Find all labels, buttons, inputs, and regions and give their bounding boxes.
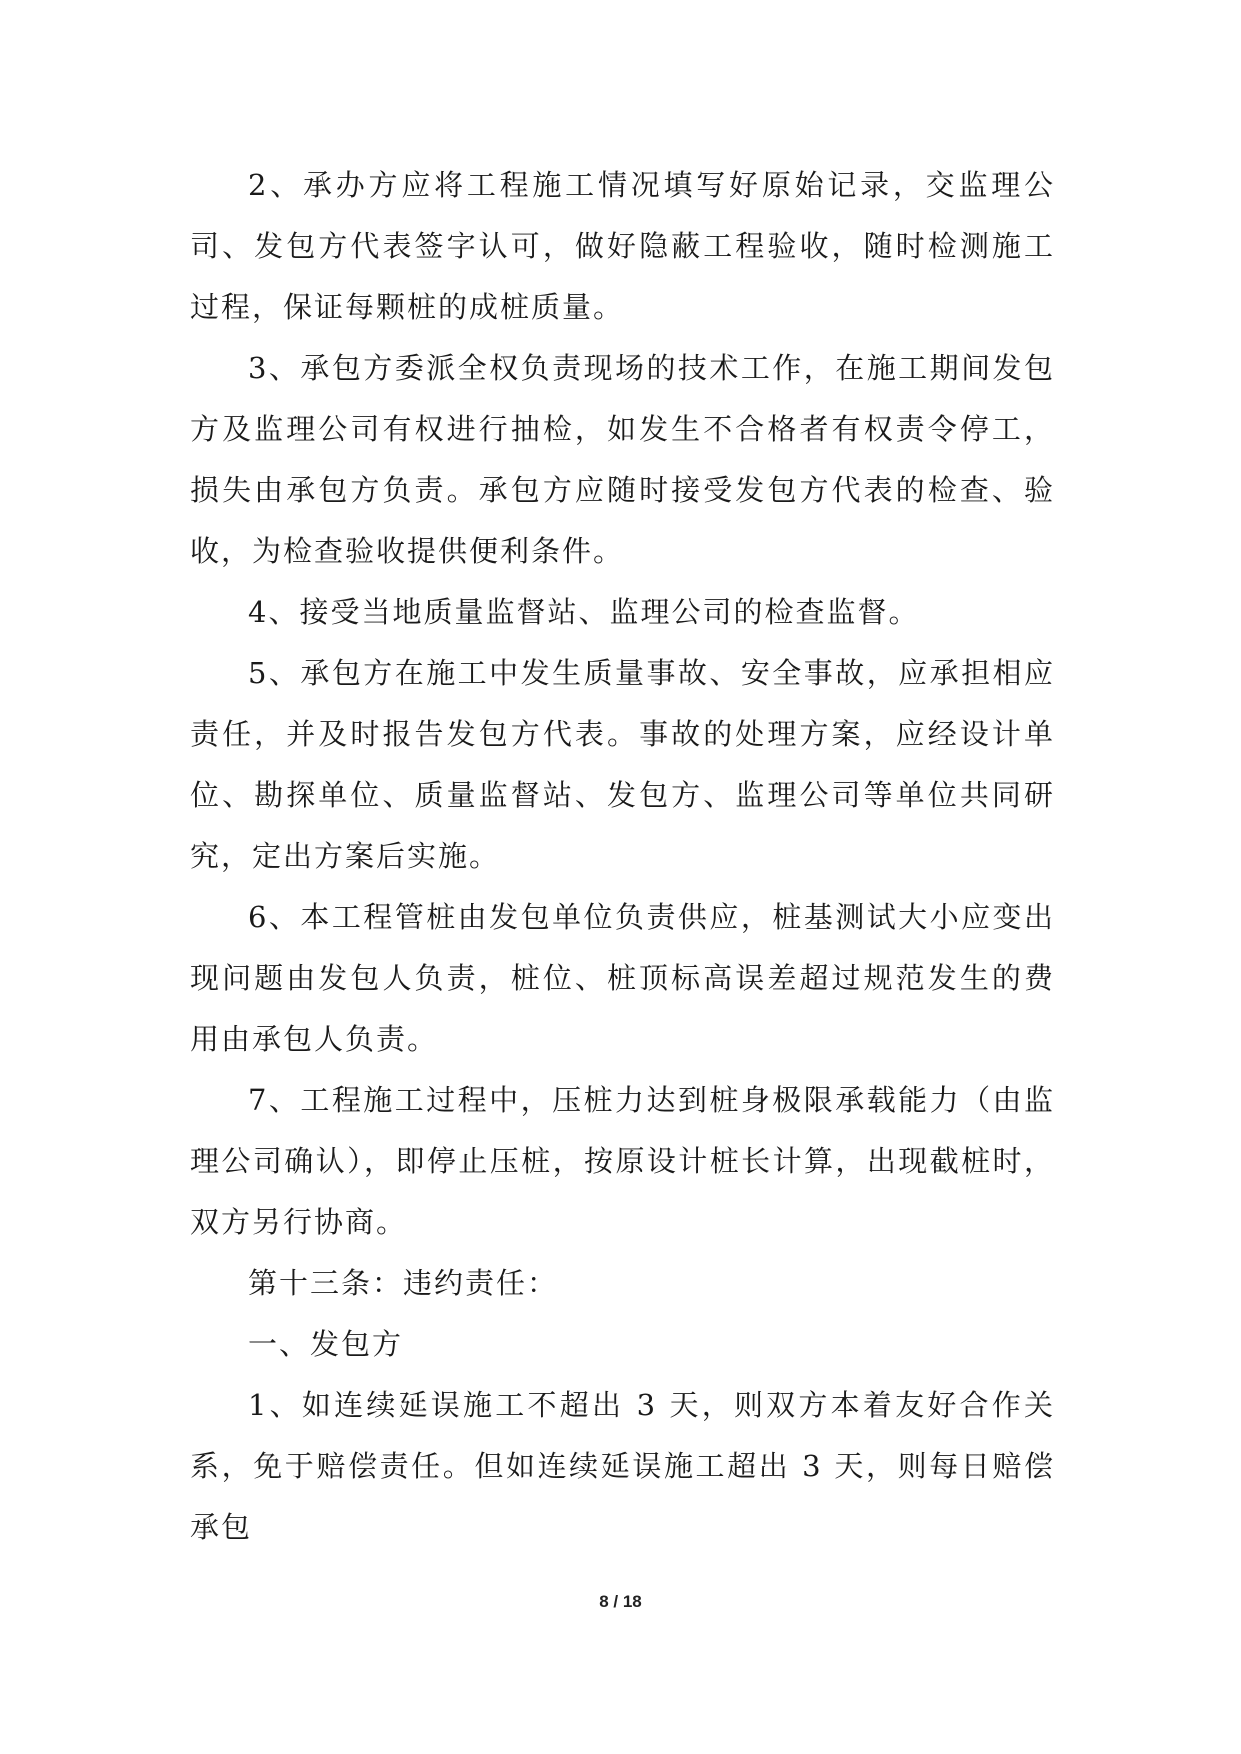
section-heading: 一、发包方 — [248, 1327, 404, 1361]
article-heading: 第十三条：违约责任： — [248, 1266, 559, 1300]
page-body — [190, 155, 1055, 1558]
clause-paragraph-6: 6、本工程管桩由发包单位负责供应，桩基测试大小应变出现问题由发包人负责，桩位、桩顶标高误差超过规范发生的费用由承包人负责。 — [190, 900, 1055, 1056]
liability-paragraph-1: 1、如连续延误施工不超出 3 天，则双方本着友好合作关系，免于赔偿责任。但如连续延误施工超出 3 天，则每日赔偿承包 — [190, 1388, 1055, 1544]
clause-paragraph-4: 4、接受当地质量监督站、监理公司的检查监督。 — [248, 595, 920, 629]
clause-paragraph-3: 3、承包方委派全权负责现场的技术工作，在施工期间发包方及监理公司有权进行抽检，如发生不合格者有权责令停工，损失由承包方负责。承包方应随时接受发包方代表的检查、验收，为检查验收提供便利条件。 — [190, 351, 1055, 568]
clause-paragraph-7: 7、工程施工过程中，压桩力达到桩身极限承载能力（由监理公司确认），即停止压桩，按原设计桩长计算，出现截桩时，双方另行协商。 — [190, 1083, 1055, 1239]
clause-paragraph-5: 5、承包方在施工中发生质量事故、安全事故，应承担相应责任，并及时报告发包方代表。事故的处理方案，应经设计单位、勘探单位、质量监督站、发包方、监理公司等单位共同研究，定出方案后实施。 — [190, 656, 1055, 873]
clause-paragraph-2: 2、承办方应将工程施工情况填写好原始记录，交监理公司、发包方代表签字认可，做好隐蔽工程验收，随时检测施工过程，保证每颗桩的成桩质量。 — [190, 168, 1055, 324]
page-number: 8 / 18 — [599, 1592, 642, 1611]
